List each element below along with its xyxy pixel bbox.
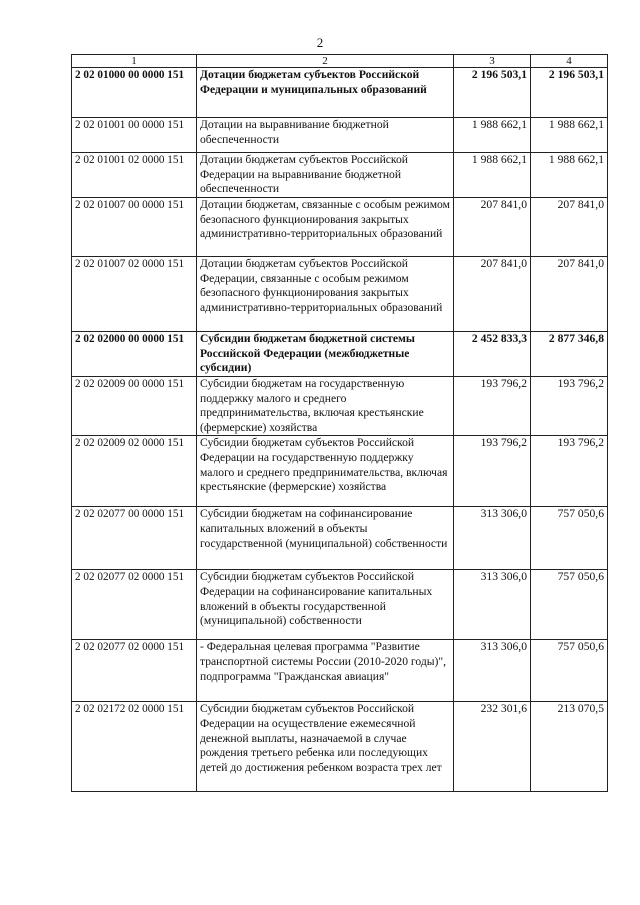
amount-col4-cell: 2 196 503,1 xyxy=(531,68,608,118)
amount-col4-cell: 193 796,2 xyxy=(531,436,608,507)
amount-col4-cell: 207 841,0 xyxy=(531,257,608,332)
budget-code-cell: 2 02 01007 02 0000 151 xyxy=(72,257,197,332)
amount-col3-cell: 313 306,0 xyxy=(454,507,531,570)
budget-code-cell: 2 02 02009 02 0000 151 xyxy=(72,436,197,507)
budget-name-cell: - Федеральная целевая программа "Развитие транспортной системы России (2010-2020 годы)", подпрограмма "Гражданская авиация" xyxy=(197,640,454,702)
budget-code-cell: 2 02 02077 02 0000 151 xyxy=(72,640,197,702)
column-header: 4 xyxy=(531,55,608,68)
amount-col3-cell: 1 988 662,1 xyxy=(454,153,531,198)
budget-name-cell: Дотации бюджетам субъектов Российской Федерации и муниципальных образований xyxy=(197,68,454,118)
budget-code-cell: 2 02 01001 00 0000 151 xyxy=(72,118,197,153)
table-row xyxy=(72,436,608,507)
column-header: 1 xyxy=(72,55,197,68)
amount-col4-cell: 757 050,6 xyxy=(531,507,608,570)
amount-col3-cell: 313 306,0 xyxy=(454,570,531,640)
budget-code-cell: 2 02 02077 02 0000 151 xyxy=(72,570,197,640)
amount-col3-cell: 193 796,2 xyxy=(454,377,531,436)
budget-name-cell: Субсидии бюджетам на софинансирование капитальных вложений в объекты государственной (муниципальной) собственности xyxy=(197,507,454,570)
amount-col4-cell: 213 070,5 xyxy=(531,702,608,792)
amount-col4-cell: 1 988 662,1 xyxy=(531,153,608,198)
column-number-row xyxy=(72,55,608,68)
budget-code-cell: 2 02 01007 00 0000 151 xyxy=(72,198,197,257)
amount-col3-cell: 207 841,0 xyxy=(454,257,531,332)
amount-col3-cell: 207 841,0 xyxy=(454,198,531,257)
table-row xyxy=(72,702,608,792)
budget-name-cell: Субсидии бюджетам субъектов Российской Федерации на софинансирование капитальных вложений в объекты государственной (муниципальной) собственности xyxy=(197,570,454,640)
amount-col3-cell: 193 796,2 xyxy=(454,436,531,507)
amount-col4-cell: 207 841,0 xyxy=(531,198,608,257)
table-row xyxy=(72,198,608,257)
budget-name-cell: Дотации бюджетам субъектов Российской Федерации, связанные с особым режимом безопасного функционирования закрытых административно-территориальных образований xyxy=(197,257,454,332)
budget-name-cell: Субсидии бюджетам субъектов Российской Федерации на государственную поддержку малого и среднего предпринимательства, включая крестьянские (фермерские) хозяйства xyxy=(197,436,454,507)
budget-code-cell: 2 02 02009 00 0000 151 xyxy=(72,377,197,436)
amount-col3-cell: 232 301,6 xyxy=(454,702,531,792)
amount-col3-cell: 1 988 662,1 xyxy=(454,118,531,153)
budget-code-cell: 2 02 02172 02 0000 151 xyxy=(72,702,197,792)
page-number: 2 xyxy=(316,35,324,50)
table-row xyxy=(72,570,608,640)
budget-name-cell: Дотации бюджетам, связанные с особым режимом безопасного функционирования закрытых административно-территориальных образований xyxy=(197,198,454,257)
table-row xyxy=(72,153,608,198)
amount-col4-cell: 2 877 346,8 xyxy=(531,332,608,377)
table-row xyxy=(72,640,608,702)
table-row xyxy=(72,257,608,332)
amount-col3-cell: 2 452 833,3 xyxy=(454,332,531,377)
table-row xyxy=(72,507,608,570)
budget-code-cell: 2 02 02000 00 0000 151 xyxy=(72,332,197,377)
budget-name-cell: Субсидии бюджетам субъектов Российской Федерации на осуществление ежемесячной денежной выплаты, назначаемой в случае рождения третьего ребенка или последующих детей до достижения ребенком возраста трех лет xyxy=(197,702,454,792)
amount-col4-cell: 757 050,6 xyxy=(531,570,608,640)
budget-code-cell: 2 02 01001 02 0000 151 xyxy=(72,153,197,198)
amount-col3-cell: 2 196 503,1 xyxy=(454,68,531,118)
budget-table xyxy=(71,54,608,792)
amount-col3-cell: 313 306,0 xyxy=(454,640,531,702)
budget-code-cell: 2 02 02077 00 0000 151 xyxy=(72,507,197,570)
budget-name-cell: Дотации на выравнивание бюджетной обеспеченности xyxy=(197,118,454,153)
budget-code-cell: 2 02 01000 00 0000 151 xyxy=(72,68,197,118)
amount-col4-cell: 193 796,2 xyxy=(531,377,608,436)
table-row xyxy=(72,377,608,436)
budget-name-cell: Субсидии бюджетам на государственную поддержку малого и среднего предпринимательства, включая крестьянские (фермерские) хозяйства xyxy=(197,377,454,436)
table-row xyxy=(72,332,608,377)
amount-col4-cell: 757 050,6 xyxy=(531,640,608,702)
budget-name-cell: Дотации бюджетам субъектов Российской Федерации на выравнивание бюджетной обеспеченности xyxy=(197,153,454,198)
column-header: 2 xyxy=(197,55,454,68)
table-row xyxy=(72,68,608,118)
amount-col4-cell: 1 988 662,1 xyxy=(531,118,608,153)
column-header: 3 xyxy=(454,55,531,68)
table-row xyxy=(72,118,608,153)
budget-name-cell: Субсидии бюджетам бюджетной системы Российской Федерации (межбюджетные субсидии) xyxy=(197,332,454,377)
